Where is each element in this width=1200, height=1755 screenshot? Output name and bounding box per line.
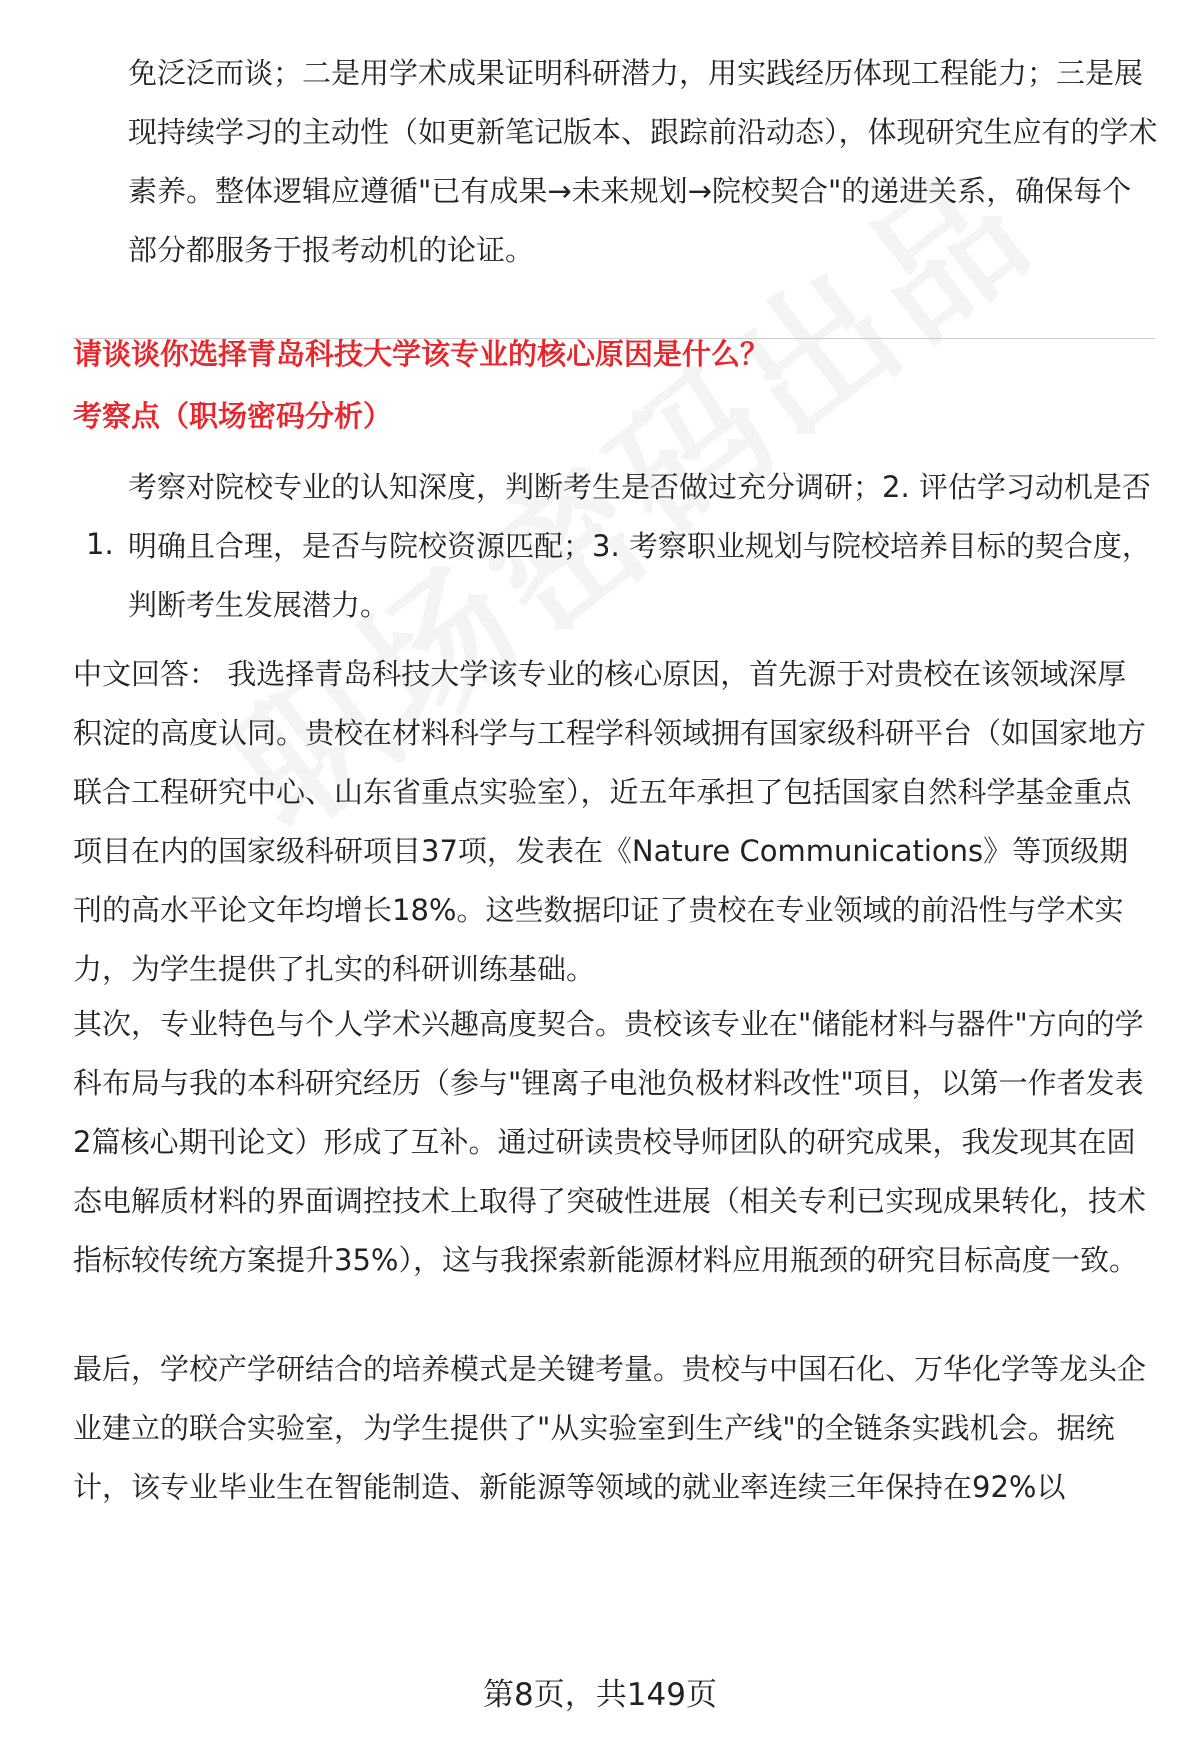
list-item-number: 1.: [86, 527, 114, 561]
points-heading: 考察点（职场密码分析）: [73, 399, 393, 433]
answer-paragraph-1: 中文回答： 我选择青岛科技大学该专业的核心原因，首先源于对贵校在该领域深厚积淀的高度认同。贵校在材料科学与工程学科领域拥有国家级科研平台（如国家地方联合工程研究中心、山东省重点实验室），近五年承担了包括国家自然科学基金重点项目在内的国家级科研项目37项，发表在《Nature Communications》等顶级期刊的高水平论文年均增长18%。这些数据印证了贵校在专业领域的前沿性与学术实力，为学生提供了扎实的科研训练基础。: [73, 657, 1147, 986]
list-item-text: 考察对院校专业的认知深度，判断考生是否做过充分调研；2. 评估学习动机是否明确且合理，是否与院校资源匹配；3. 考察职业规划与院校培养目标的契合度，判断考生发展潜力。: [128, 470, 1151, 622]
page-number-footer: 第8页，共149页: [483, 1677, 717, 1713]
intro-paragraph: 免泛泛而谈；二是用学术成果证明科研潜力，用实践经历体现工程能力；三是展现持续学习的主动性（如更新笔记版本、跟踪前沿动态），体现研究生应有的学术素养。整体逻辑应遵循"已有成果→未来规划→院校契合"的递进关系，确保每个部分都服务于报考动机的论证。: [128, 56, 1158, 267]
answer-paragraph-3: 最后，学校产学研结合的培养模式是关键考量。贵校与中国石化、万华化学等龙头企业建立的联合实验室，为学生提供了"从实验室到生产线"的全链条实践机会。据统计，该专业毕业生在智能制造、新能源等领域的就业率连续三年保持在92%以: [73, 1352, 1147, 1504]
question-title: 请谈谈你选择青岛科技大学该专业的核心原因是什么？: [73, 337, 770, 371]
answer-paragraph-2: 其次，专业特色与个人学术兴趣高度契合。贵校该专业在"储能材料与器件"方向的学科布局与我的本科研究经历（参与"锂离子电池负极材料改性"项目，以第一作者发表2篇核心期刊论文）形成了互补。通过研读贵校导师团队的研究成果，我发现其在固态电解质材料的界面调控技术上取得了突破性进展（相关专利已实现成果转化，技术指标较传统方案提升35%），这与我探索新能源材料应用瓶颈的研究目标高度一致。: [73, 1007, 1147, 1277]
